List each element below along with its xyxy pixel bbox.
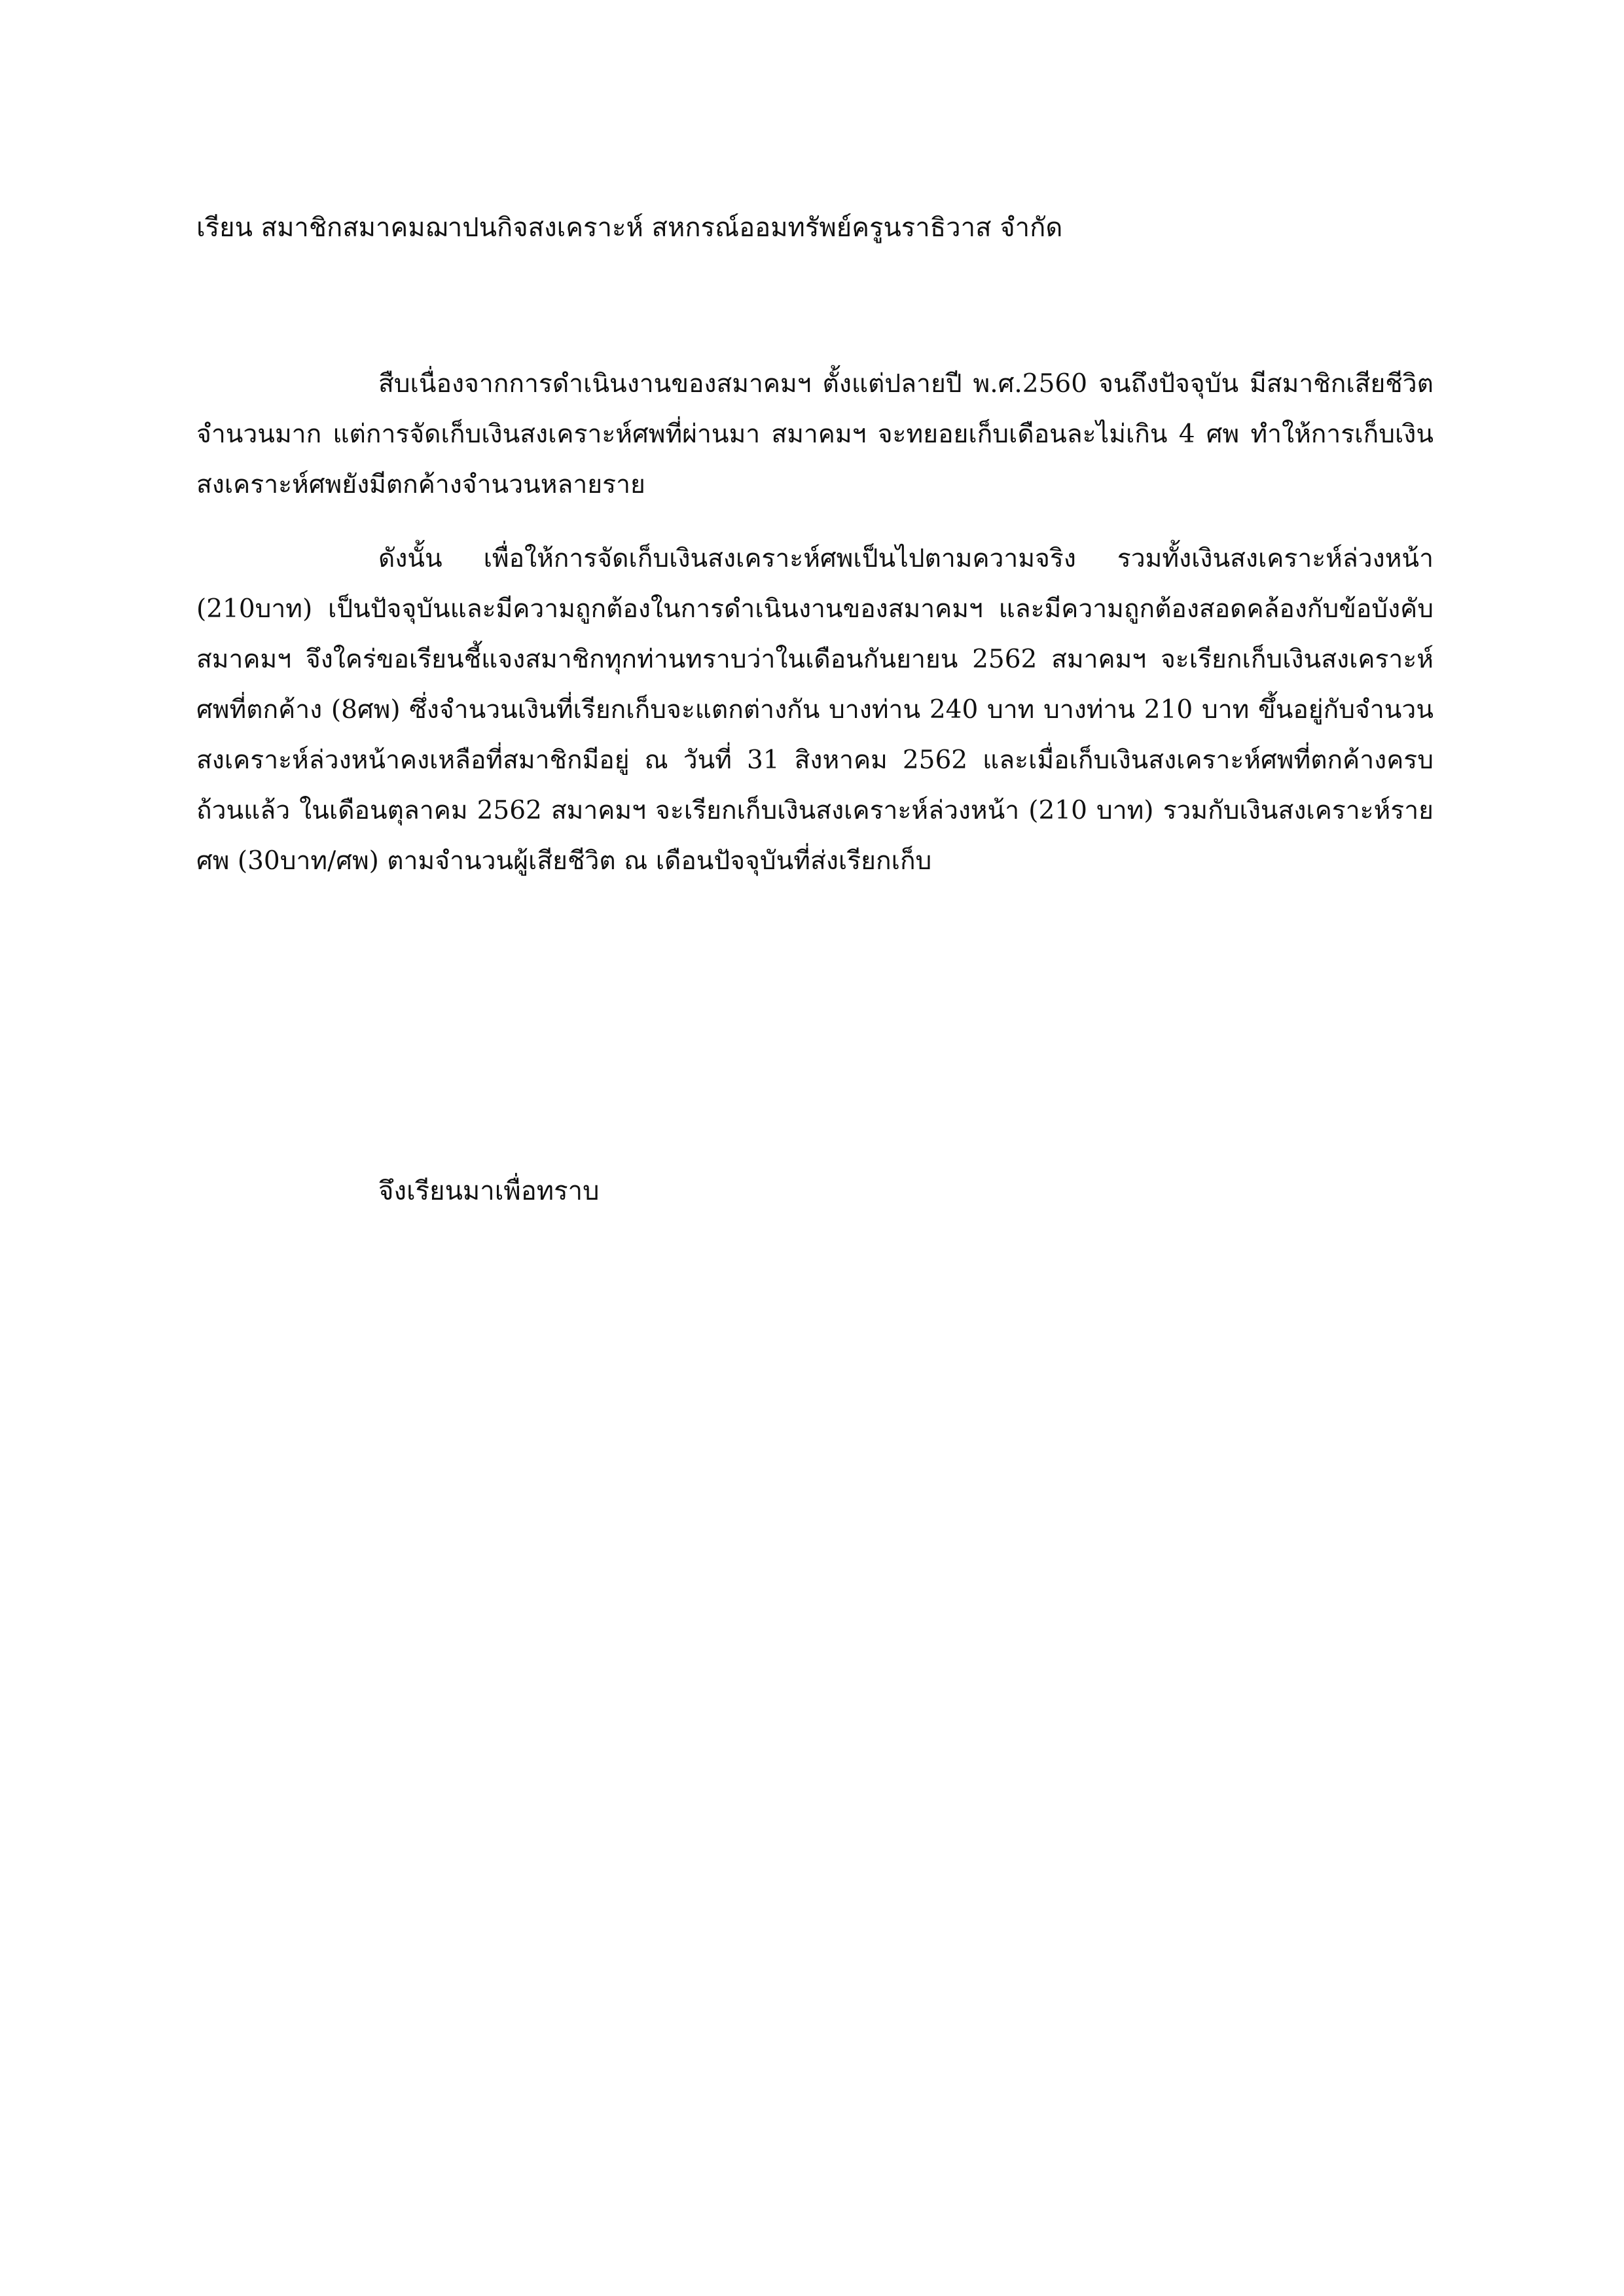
letter-body	[196, 359, 1434, 886]
paragraph-collection-details: ดังนั้น เพื่อให้การจัดเก็บเงินสงเคราะห์ศพเป็นไปตามความจริง รวมทั้งเงินสงเคราะห์ล่วงหน้า (210บาท) เป็นปัจจุบันและมีความถูกต้องในการดำเนินงานของสมาคมฯ และมีความถูกต้องสอดคล้องกับข้อบังคับสมาคมฯ จึงใคร่ขอเรียนชี้แจงสมาชิกทุกท่านทราบว่าในเดือนกันยายน 2562 สมาคมฯ จะเรียกเก็บเงินสงเคราะห์ศพที่ตกค้าง (8ศพ) ซึ่งจำนวนเงินที่เรียกเก็บจะแตกต่างกัน บางท่าน 240 บาท บางท่าน 210 บาท ขึ้นอยู่กับจำนวนสงเคราะห์ล่วงหน้าคงเหลือที่สมาชิกมีอยู่ ณ วันที่ 31 สิงหาคม 2562 และเมื่อเก็บเงินสงเคราะห์ศพที่ตกค้างครบถ้วนแล้ว ในเดือนตุลาคม 2562 สมาคมฯ จะเรียกเก็บเงินสงเคราะห์ล่วงหน้า (210 บาท) รวมกับเงินสงเคราะห์รายศพ (30บาท/ศพ) ตามจำนวนผู้เสียชีวิต ณ เดือนปัจจุบันที่ส่งเรียกเก็บ	[196, 544, 1434, 876]
salutation-line: เรียน สมาชิกสมาคมฌาปนกิจสงเคราะห์ สหกรณ์ออมทรัพย์ครูนราธิวาส จำกัด	[196, 213, 1063, 243]
paragraph-background: สืบเนื่องจากการดำเนินงานของสมาคมฯ ตั้งแต่ปลายปี พ.ศ.2560 จนถึงปัจจุบัน มีสมาชิกเสียชีวิตจำนวนมาก แต่การจัดเก็บเงินสงเคราะห์ศพที่ผ่านมา สมาคมฯ จะทยอยเก็บเดือนละไม่เกิน 4 ศพ ทำให้การเก็บเงินสงเคราะห์ศพยังมีตกค้างจำนวนหลายราย	[196, 369, 1434, 499]
closing-line: จึงเรียนมาเพื่อทราบ	[378, 1176, 600, 1206]
